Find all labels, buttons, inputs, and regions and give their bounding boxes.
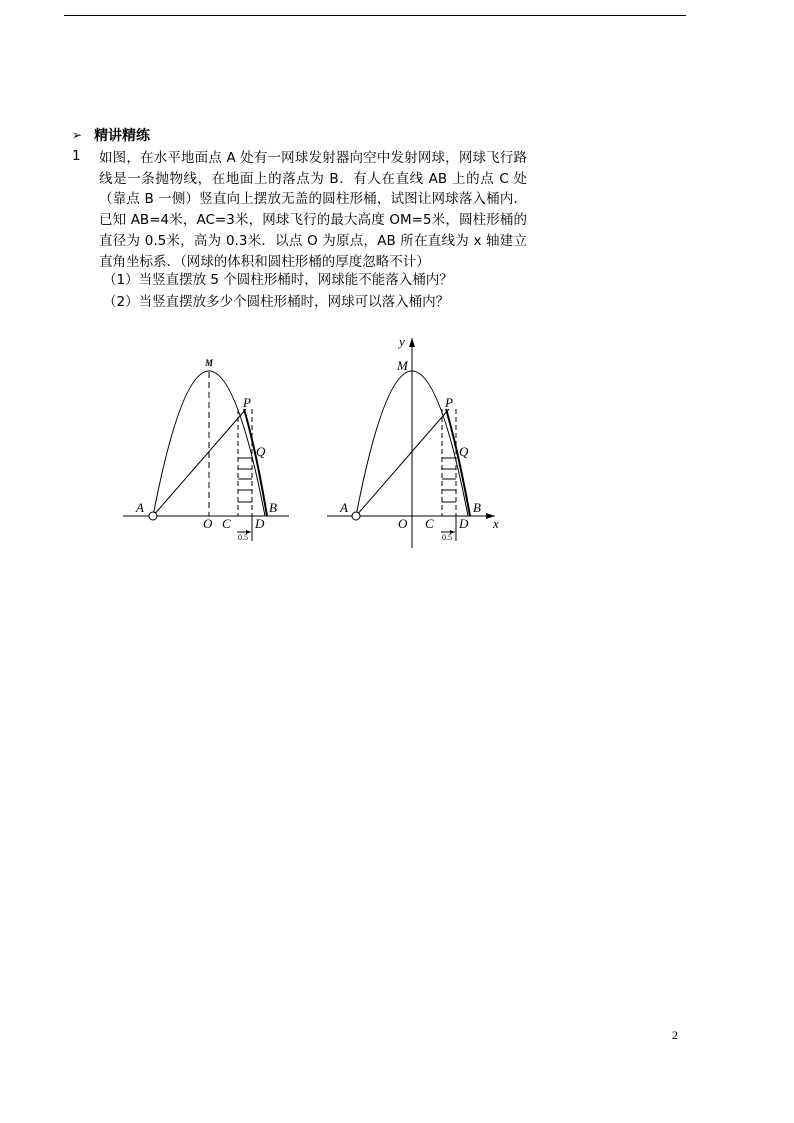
header-rule [64, 15, 686, 16]
figure-left [118, 350, 298, 545]
stacked-buckets [238, 458, 252, 502]
question-text: 如图，在水平地面点 A 处有一网球发射器向空中发射网球，网球飞行路线是一条抛物线，在地面上的落点为 B．有人在直线 AB 上的点 C 处（靠点 B 一侧）竖直向上摆放无盖的圆柱形桶，试图让网球落入桶内．已知 AB=4米，AC=3米，网球飞行的最大高度 OM=5米，圆柱形桶的直径为 0.5米，高为 0.3米．以点 O 为原点，AB 所在直线为 x 轴建立直角坐标系．（网球的体积和圆柱形桶的厚度忽略不计） [99, 150, 527, 270]
subquestion-2: （2）当竖直摆放多少个圆柱形桶时，网球可以落入桶内？ [103, 294, 450, 310]
figure-right [322, 335, 507, 555]
ball-path-segment [446, 409, 470, 516]
label-x: x [493, 516, 499, 531]
stacked-buckets [442, 458, 456, 502]
label-m: M [205, 358, 214, 368]
label-c: C [222, 516, 231, 531]
launcher-point [352, 512, 360, 520]
launcher-point [149, 512, 157, 520]
label-q: Q [459, 444, 469, 459]
label-o: O [203, 516, 213, 531]
section-title: 精讲精练 [94, 128, 151, 144]
label-c: C [425, 516, 434, 531]
label-q: Q [256, 444, 266, 459]
y-axis-arrowhead [409, 338, 415, 347]
label-y: y [399, 335, 405, 349]
label-p: P [445, 395, 453, 410]
label-width: 0.5 [442, 533, 452, 542]
question-number: 1 [72, 148, 81, 164]
question-text-block [99, 148, 527, 272]
subquestion-1: （1）当竖直摆放 5 个圆柱形桶时，网球能不能落入桶内？ [103, 272, 453, 288]
label-a: A [136, 500, 144, 515]
line-ap [153, 409, 246, 516]
line-ap [356, 409, 449, 516]
label-b: B [473, 500, 481, 515]
page-number: 2 [672, 1028, 678, 1042]
arrow-bullet-icon: ➢ [72, 128, 83, 142]
label-o: O [398, 516, 408, 531]
label-d: D [255, 516, 265, 531]
label-p: P [243, 395, 251, 410]
label-d: D [459, 516, 469, 531]
section-heading [72, 125, 150, 145]
label-width: 0.5 [238, 533, 248, 542]
ball-path-segment [244, 409, 267, 516]
label-m: M [397, 358, 408, 373]
label-a: A [340, 500, 348, 515]
label-b: B [269, 500, 277, 515]
